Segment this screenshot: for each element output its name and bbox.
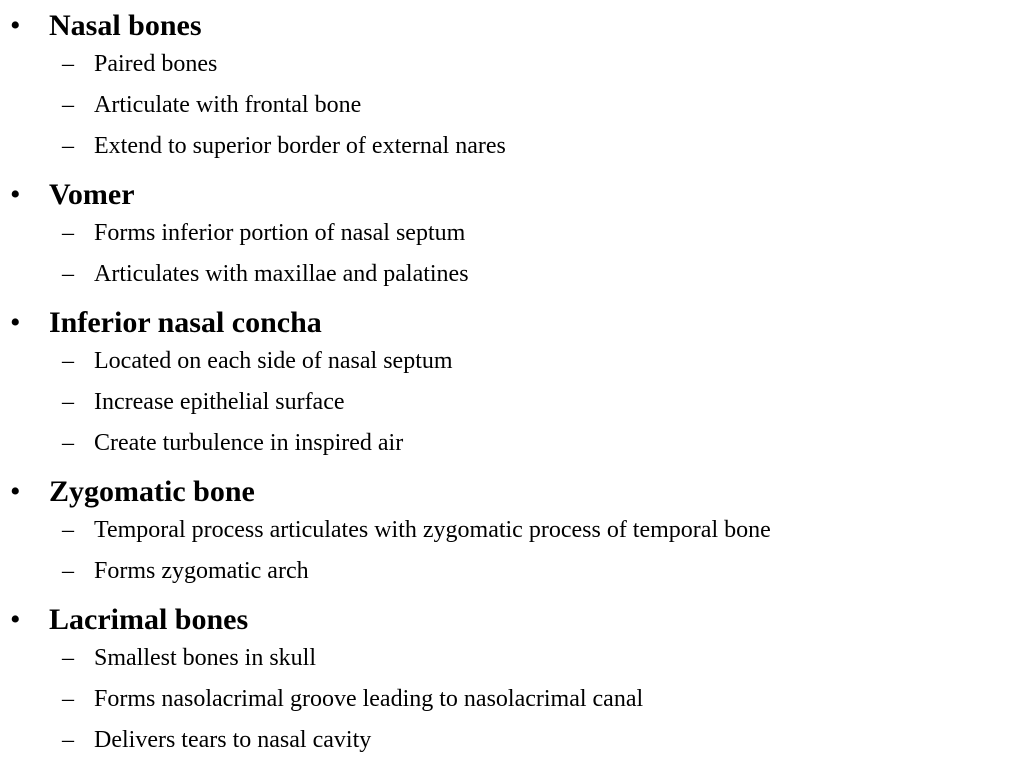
list-item-text: Extend to superior border of external nares: [94, 133, 506, 159]
list-item-text: Paired bones: [94, 51, 218, 77]
topic-vomer: [0, 169, 1024, 295]
topic-title: Vomer: [49, 178, 135, 211]
list-item: [0, 551, 1024, 592]
list-item-text: Articulate with frontal bone: [94, 92, 362, 118]
dash-icon: –: [62, 727, 74, 753]
list-item: [0, 679, 1024, 720]
bullet-icon: •: [10, 306, 21, 339]
list-item-text: Smallest bones in skull: [94, 645, 316, 671]
sub-list: [0, 638, 1024, 761]
topic-head: [0, 297, 1024, 341]
list-item-text: Forms nasolacrimal groove leading to nasolacrimal canal: [94, 686, 644, 712]
list-item: [0, 341, 1024, 382]
dash-icon: –: [62, 92, 74, 118]
dash-icon: –: [62, 261, 74, 287]
topic-lacrimal-bones: [0, 594, 1024, 761]
list-item: [0, 254, 1024, 295]
dash-icon: –: [62, 133, 74, 159]
list-item: [0, 85, 1024, 126]
dash-icon: –: [62, 686, 74, 712]
list-item: [0, 720, 1024, 761]
topic-head: [0, 0, 1024, 44]
dash-icon: –: [62, 51, 74, 77]
topic-title: Lacrimal bones: [49, 603, 249, 636]
list-item: [0, 44, 1024, 85]
topic-head: [0, 466, 1024, 510]
dash-icon: –: [62, 645, 74, 671]
dash-icon: –: [62, 558, 74, 584]
topic-nasal-bones: [0, 0, 1024, 167]
sub-list: [0, 341, 1024, 464]
list-item-text: Forms zygomatic arch: [94, 558, 309, 584]
list-item-text: Increase epithelial surface: [94, 389, 345, 415]
sub-list: [0, 213, 1024, 295]
list-item-text: Create turbulence in inspired air: [94, 430, 404, 456]
topic-head: [0, 594, 1024, 638]
list-item-text: Delivers tears to nasal cavity: [94, 727, 372, 753]
list-item: [0, 638, 1024, 679]
dash-icon: –: [62, 430, 74, 456]
list-item: [0, 126, 1024, 167]
dash-icon: –: [62, 348, 74, 374]
dash-icon: –: [62, 389, 74, 415]
list-item-text: Articulates with maxillae and palatines: [94, 261, 469, 287]
sub-list: [0, 510, 1024, 592]
dash-icon: –: [62, 517, 74, 543]
sub-list: [0, 44, 1024, 167]
topic-title: Nasal bones: [49, 9, 202, 42]
list-item: [0, 510, 1024, 551]
list-item-text: Forms inferior portion of nasal septum: [94, 220, 466, 246]
list-item-text: Temporal process articulates with zygomatic process of temporal bone: [94, 517, 771, 543]
topic-inferior-nasal-concha: [0, 297, 1024, 464]
bullet-icon: •: [10, 603, 21, 636]
list-item: [0, 423, 1024, 464]
topic-title: Inferior nasal concha: [49, 306, 322, 339]
list-item: [0, 382, 1024, 423]
bullet-icon: •: [10, 178, 21, 211]
list-item-text: Located on each side of nasal septum: [94, 348, 453, 374]
topic-zygomatic-bone: [0, 466, 1024, 592]
topic-head: [0, 169, 1024, 213]
list-item: [0, 213, 1024, 254]
bullet-icon: •: [10, 9, 21, 42]
bullet-icon: •: [10, 475, 21, 508]
topic-title: Zygomatic bone: [49, 475, 255, 508]
dash-icon: –: [62, 220, 74, 246]
